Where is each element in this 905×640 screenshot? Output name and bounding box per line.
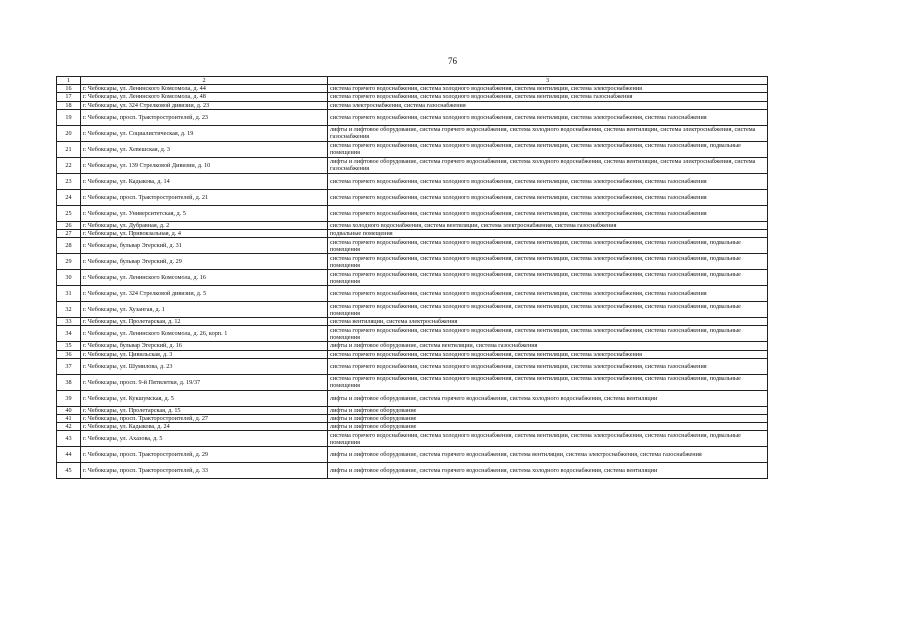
table-row [57, 326, 768, 342]
row-number: 44 [57, 447, 81, 463]
row-number: 38 [57, 374, 81, 390]
row-address: г. Чебоксары, ул. Ленинского Комсомола, д. 44 [81, 85, 328, 93]
row-address: г. Чебоксары, ул. Хевешская, д. 3 [81, 141, 328, 157]
row-systems: система вентиляции, система электроснабжения [328, 318, 768, 326]
row-systems: система горячего водоснабжения, система холодного водоснабжения, система вентиляции, система электроснабжения [328, 85, 768, 93]
row-address: г. Чебоксары, просп. 9-й Пятилетки, д. 19/37 [81, 374, 328, 390]
column-header-address: 2 [81, 77, 328, 85]
table-row [57, 173, 768, 189]
row-number: 34 [57, 326, 81, 342]
row-number: 23 [57, 173, 81, 189]
table-row [57, 431, 768, 447]
table-row [57, 125, 768, 141]
table-row [57, 270, 768, 286]
table-row [57, 342, 768, 350]
row-address: г. Чебоксары, ул. Кукшумская, д. 5 [81, 390, 328, 406]
row-systems: система горячего водоснабжения, система холодного водоснабжения, система вентиляции, система электроснабжения, система газоснабжения, подвальные помещения [328, 141, 768, 157]
row-systems: система горячего водоснабжения, система холодного водоснабжения, система вентиляции, система электроснабжения, система газоснабжения [328, 173, 768, 189]
row-systems: система горячего водоснабжения, система холодного водоснабжения, система вентиляции, система электроснабжения, система газоснабжения, подвальные помещения [328, 302, 768, 318]
table-row [57, 230, 768, 238]
row-number: 37 [57, 358, 81, 374]
row-systems: лифты и лифтовое оборудование, система горячего водоснабжения, система холодного водоснабжения, система вентиляции, система электроснабжения, система газоснабжения [328, 125, 768, 141]
table-row [57, 374, 768, 390]
row-systems: лифты и лифтовое оборудование, система горячего водоснабжения, система вентиляции, система электроснабжения, система газоснабжения [328, 447, 768, 463]
table-row [57, 85, 768, 93]
column-header-number: 1 [57, 77, 81, 85]
row-systems: система горячего водоснабжения, система холодного водоснабжения, система вентиляции, система электроснабжения, система газоснабжения, подвальные помещения [328, 374, 768, 390]
row-address: г. Чебоксары, ул. Кадыкова, д. 24 [81, 423, 328, 431]
row-number: 35 [57, 342, 81, 350]
row-systems: лифты и лифтовое оборудование, система горячего водоснабжения, система холодного водоснабжения, система вентиляции [328, 463, 768, 479]
table-row [57, 406, 768, 414]
row-number: 26 [57, 221, 81, 229]
table-row [57, 463, 768, 479]
row-systems: система горячего водоснабжения, система холодного водоснабжения, система вентиляции, система электроснабжения, система газоснабжения, подвальные помещения [328, 270, 768, 286]
buildings-table [56, 76, 768, 479]
table-row [57, 318, 768, 326]
row-address: г. Чебоксары, ул. Привокзальная, д. 4 [81, 230, 328, 238]
row-systems: лифты и лифтовое оборудование, система горячего водоснабжения, система холодного водоснабжения, система вентиляции, система электроснабжения, система газоснабжения [328, 157, 768, 173]
table-row [57, 109, 768, 125]
row-systems: система горячего водоснабжения, система холодного водоснабжения, система вентиляции, система электроснабжения, система газоснабжения [328, 286, 768, 302]
row-number: 24 [57, 189, 81, 205]
row-address: г. Чебоксары, ул. Шумилова, д. 23 [81, 358, 328, 374]
row-number: 32 [57, 302, 81, 318]
table-row [57, 302, 768, 318]
row-number: 43 [57, 431, 81, 447]
row-systems: система горячего водоснабжения, система холодного водоснабжения, система вентиляции, система электроснабжения, система газоснабжения [328, 189, 768, 205]
row-systems: система горячего водоснабжения, система холодного водоснабжения, система вентиляции, система электроснабжения, система газоснабжения [328, 358, 768, 374]
row-address: г. Чебоксары, просп. Тракторостроителей, д. 33 [81, 463, 328, 479]
table-row [57, 101, 768, 109]
row-address: г. Чебоксары, бульвар Эгерский, д. 31 [81, 238, 328, 254]
table-row [57, 415, 768, 423]
table-row [57, 254, 768, 270]
table-row [57, 358, 768, 374]
table-row [57, 157, 768, 173]
row-systems: лифты и лифтовое оборудование [328, 406, 768, 414]
row-address: г. Чебоксары, ул. Пролетарская, д. 15 [81, 406, 328, 414]
table-row [57, 423, 768, 431]
column-header-systems: 3 [328, 77, 768, 85]
row-systems: система электроснабжения, система газоснабжения [328, 101, 768, 109]
row-number: 20 [57, 125, 81, 141]
row-address: г. Чебоксары, ул. 324 Стрелковой дивизии, д. 5 [81, 286, 328, 302]
row-address: г. Чебоксары, ул. Университетская, д. 5 [81, 205, 328, 221]
table-row [57, 189, 768, 205]
row-number: 22 [57, 157, 81, 173]
row-number: 31 [57, 286, 81, 302]
row-address: г. Чебоксары, ул. Ахазова, д. 5 [81, 431, 328, 447]
row-number: 41 [57, 415, 81, 423]
row-address: г. Чебоксары, бульвар Эгерский, д. 16 [81, 342, 328, 350]
row-number: 33 [57, 318, 81, 326]
row-address: г. Чебоксары, ул. Ленинского Комсомола, д. 16 [81, 270, 328, 286]
table-row [57, 350, 768, 358]
table-row [57, 93, 768, 101]
row-address: г. Чебоксары, ул. 139 Стрелковой Дивизии, д. 10 [81, 157, 328, 173]
row-number: 27 [57, 230, 81, 238]
row-systems: система горячего водоснабжения, система холодного водоснабжения, система вентиляции, система газоснабжения [328, 93, 768, 101]
row-systems: лифты и лифтовое оборудование [328, 415, 768, 423]
table-row [57, 221, 768, 229]
table-row [57, 390, 768, 406]
row-address: г. Чебоксары, бульвар Эгерский, д. 29 [81, 254, 328, 270]
row-systems: система горячего водоснабжения, система холодного водоснабжения, система вентиляции, система электроснабжения [328, 350, 768, 358]
row-number: 45 [57, 463, 81, 479]
row-systems: система горячего водоснабжения, система холодного водоснабжения, система вентиляции, система электроснабжения, система газоснабжения, подвальные помещения [328, 431, 768, 447]
row-number: 30 [57, 270, 81, 286]
row-address: г. Чебоксары, ул. Социалистическая, д. 19 [81, 125, 328, 141]
table-header-row [57, 77, 768, 85]
row-number: 29 [57, 254, 81, 270]
table-row [57, 141, 768, 157]
row-systems: система горячего водоснабжения, система холодного водоснабжения, система вентиляции, система электроснабжения, система газоснабжения, подвальные помещения [328, 254, 768, 270]
row-number: 40 [57, 406, 81, 414]
row-number: 36 [57, 350, 81, 358]
row-number: 17 [57, 93, 81, 101]
row-systems: система горячего водоснабжения, система холодного водоснабжения, система вентиляции, система электроснабжения, система газоснабжения [328, 205, 768, 221]
row-number: 28 [57, 238, 81, 254]
row-number: 18 [57, 101, 81, 109]
row-systems: система горячего водоснабжения, система холодного водоснабжения, система вентиляции, система электроснабжения, система газоснабжения [328, 109, 768, 125]
row-address: г. Чебоксары, ул. Ленинского Комсомола, д. 48 [81, 93, 328, 101]
row-address: г. Чебоксары, ул. Дубравная, д. 2 [81, 221, 328, 229]
row-number: 25 [57, 205, 81, 221]
row-number: 42 [57, 423, 81, 431]
row-systems: система горячего водоснабжения, система холодного водоснабжения, система вентиляции, система электроснабжения, система газоснабжения, подвальные помещения [328, 238, 768, 254]
row-address: г. Чебоксары, ул. Кадыкова, д. 14 [81, 173, 328, 189]
table-row [57, 286, 768, 302]
page-number: 76 [448, 56, 457, 66]
row-address: г. Чебоксары, ул. Пролетарская, д. 12 [81, 318, 328, 326]
row-address: г. Чебоксары, просп. Тракторостроителей, д. 27 [81, 415, 328, 423]
row-systems: система горячего водоснабжения, система холодного водоснабжения, система вентиляции, система электроснабжения, система газоснабжения, подвальные помещения [328, 326, 768, 342]
row-number: 19 [57, 109, 81, 125]
row-address: г. Чебоксары, просп. Тракторостроителей, д. 21 [81, 189, 328, 205]
row-number: 39 [57, 390, 81, 406]
row-address: г. Чебоксары, просп. Тракторостроителей, д. 29 [81, 447, 328, 463]
row-address: г. Чебоксары, ул. 324 Стрелковой дивизии, д. 23 [81, 101, 328, 109]
table-row [57, 205, 768, 221]
row-systems: лифты и лифтовое оборудование [328, 423, 768, 431]
row-address: г. Чебоксары, ул. Цивильская, д. 3 [81, 350, 328, 358]
row-systems: лифты и лифтовое оборудование, система горячего водоснабжения, система холодного водоснабжения, система вентиляции [328, 390, 768, 406]
row-address: г. Чебоксары, просп. Тракторостроителей, д. 23 [81, 109, 328, 125]
row-number: 16 [57, 85, 81, 93]
table-row [57, 238, 768, 254]
row-address: г. Чебоксары, ул. Ленинского Комсомола, д. 26, корп. 1 [81, 326, 328, 342]
row-systems: подвальные помещения [328, 230, 768, 238]
table-row [57, 447, 768, 463]
row-number: 21 [57, 141, 81, 157]
row-systems: лифты и лифтовое оборудование, система вентиляции, система газоснабжения [328, 342, 768, 350]
row-address: г. Чебоксары, ул. Хузангая, д. 1 [81, 302, 328, 318]
row-systems: система холодного водоснабжения, система вентиляции, система электроснабжения, система газоснабжения [328, 221, 768, 229]
